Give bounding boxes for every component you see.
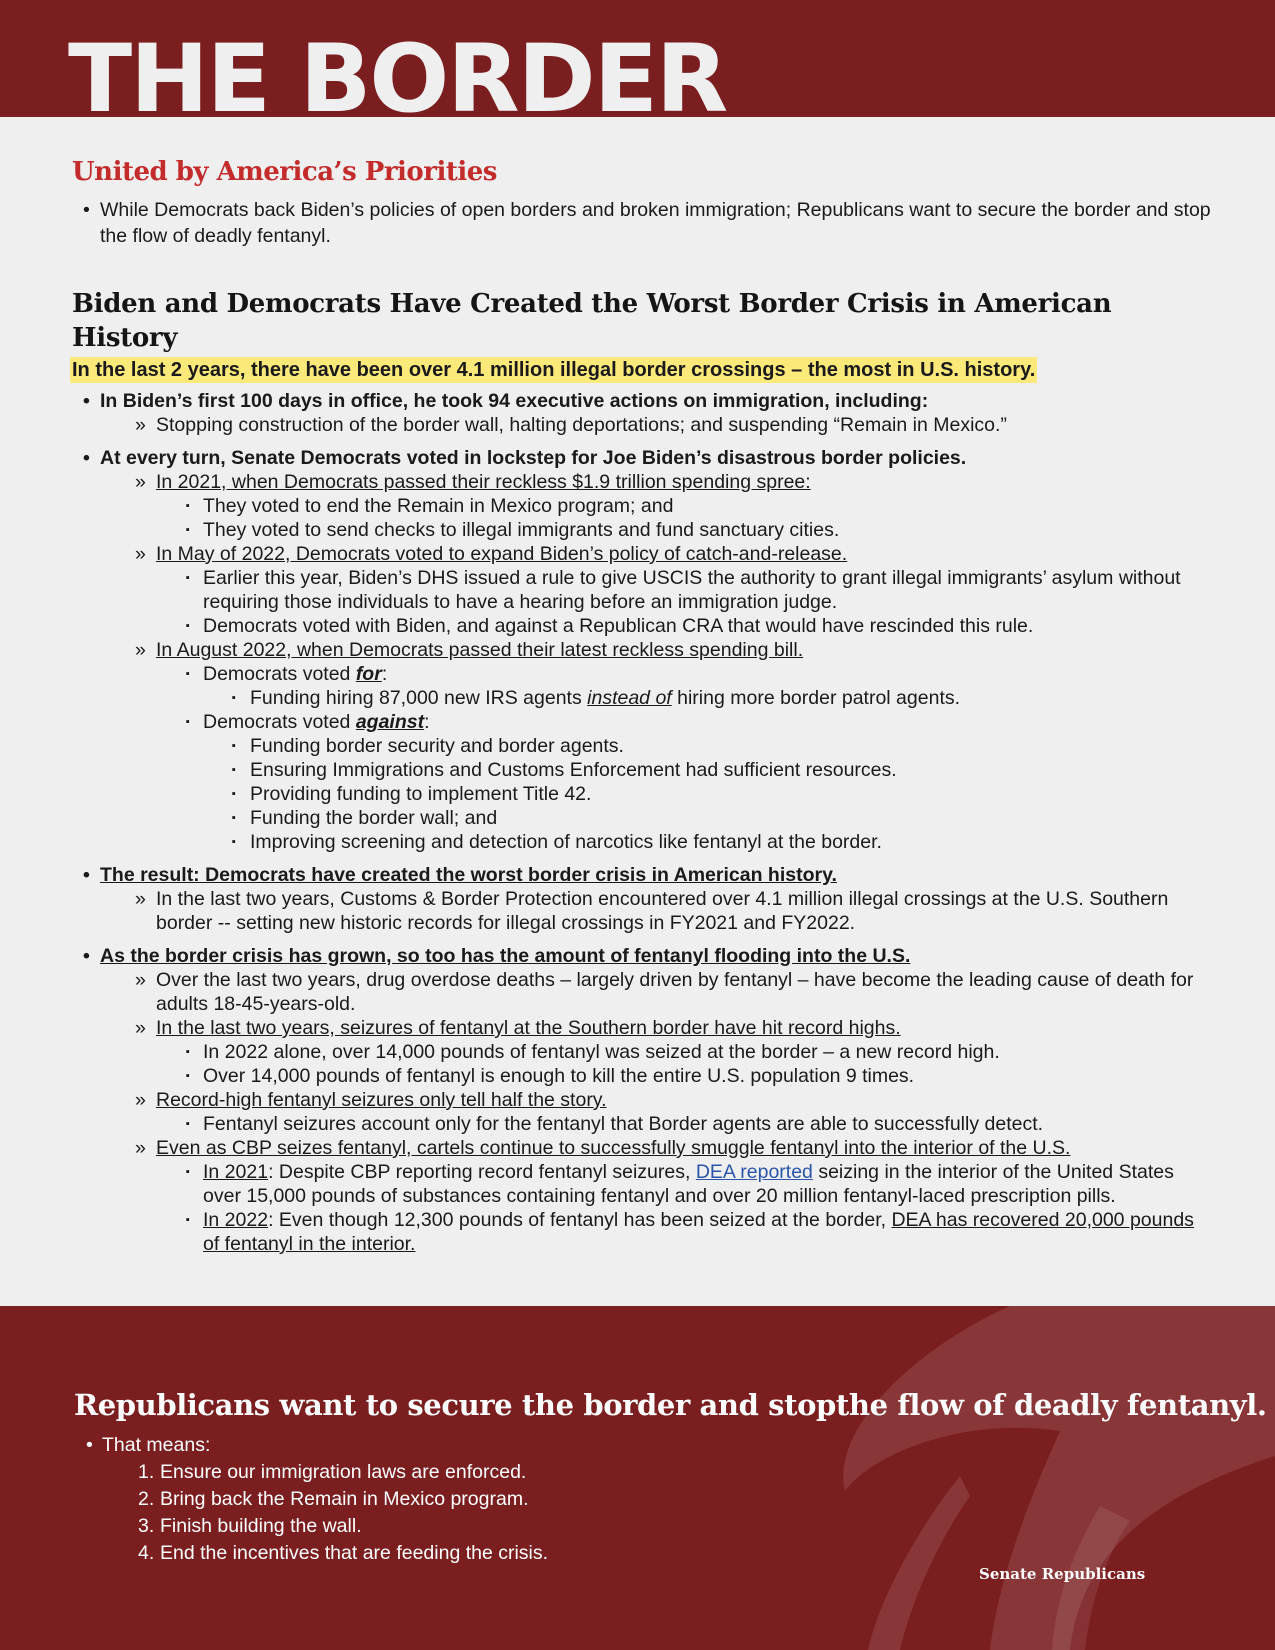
half-story-lead: » Record-high fentanyl seizures only tell half the story. xyxy=(72,1088,1212,1112)
main-content xyxy=(72,155,1212,1256)
lockstep-lead: At every turn, Senate Democrats voted in lockstep for Joe Biden’s disastrous border policies. xyxy=(100,447,967,469)
footer-list-item: 4. End the incentives that are feeding the crisis. xyxy=(138,1542,549,1564)
priorities-bullet: • While Democrats back Biden’s policies of open borders and broken immigration; Republicans want to secure the border and stop the flow of deadly fentanyl. xyxy=(72,197,1212,249)
catch-release-lead: » In May of 2022, Democrats voted to expand Biden’s policy of catch-and-release. xyxy=(72,542,1212,566)
august-bill-lead: » In August 2022, when Democrats passed their latest reckless spending bill. xyxy=(72,638,1212,662)
result-lead: The result: Democrats have created the worst border crisis in American history. xyxy=(100,864,837,886)
list-item xyxy=(72,389,1212,437)
voted-for-line: · Democrats voted for: xyxy=(72,662,1212,686)
result-item: » In the last two years, Customs & Border Protection encountered over 4.1 million illegal crossings at the U.S. Southern border -- setting new historic records for illegal crossings in FY2021 and FY2022. xyxy=(72,887,1212,935)
footer-list-item: 3. Finish building the wall. xyxy=(138,1515,362,1537)
footer-list xyxy=(74,1432,548,1567)
page-title: THE BORDER xyxy=(68,25,727,134)
voted-against-item: · Ensuring Immigrations and Customs Enforcement had sufficient resources. xyxy=(72,758,1212,782)
list-item xyxy=(72,863,1212,935)
spree-lead: » In 2021, when Democrats passed their reckless $1.9 trillion spending spree: xyxy=(72,470,1212,494)
list-item xyxy=(72,446,1212,854)
footer-heading: Republicans want to secure the border and stopthe flow of deadly fentanyl. xyxy=(74,1388,1267,1422)
smuggle-lead: » Even as CBP seizes fentanyl, cartels continue to successfully smuggle fentanyl into the interior of the U.S. xyxy=(72,1136,1212,1160)
first-100-days-lead: In Biden’s first 100 days in office, he took 94 executive actions on immigration, including: xyxy=(100,390,929,412)
crisis-list xyxy=(72,389,1212,1256)
voted-against-item: · Improving screening and detection of narcotics like fentanyl at the border. xyxy=(72,830,1212,854)
fentanyl-lead: As the border crisis has grown, so too has the amount of fentanyl flooding into the U.S. xyxy=(100,945,911,967)
voted-against-item: · Funding border security and border agents. xyxy=(72,734,1212,758)
footer-band xyxy=(0,1306,1275,1650)
catch-release-item: · Earlier this year, Biden’s DHS issued a rule to give USCIS the authority to grant illegal immigrants’ asylum without requiring those individuals to have a hearing before an immigration judge. xyxy=(72,566,1212,614)
spree-item: · They voted to send checks to illegal immigrants and fund sanctuary cities. xyxy=(72,518,1212,542)
voted-against-line: · Democrats voted against: xyxy=(72,710,1212,734)
interior-2021-item: · In 2021: Despite CBP reporting record fentanyl seizures, DEA reported seizing in the interior of the United States over 15,000 pounds of substances containing fentanyl and over 20 million fentanyl-laced prescription pills. xyxy=(72,1160,1212,1208)
voted-against-item: · Providing funding to implement Title 42. xyxy=(72,782,1212,806)
first-100-days-item: » Stopping construction of the border wall, halting deportations; and suspending “Remain in Mexico.” xyxy=(72,413,1212,437)
interior-2022-item: · In 2022: Even though 12,300 pounds of fentanyl has been seized at the border, DEA has recovered 20,000 pounds of fentanyl in the interior. xyxy=(72,1208,1212,1256)
seizures-item: · Over 14,000 pounds of fentanyl is enough to kill the entire U.S. population 9 times. xyxy=(72,1064,1212,1088)
catch-release-item: · Democrats voted with Biden, and against a Republican CRA that would have rescinded this rule. xyxy=(72,614,1212,638)
half-story-item: · Fentanyl seizures account only for the fentanyl that Border agents are able to successfully detect. xyxy=(72,1112,1212,1136)
voted-against-item: · Funding the border wall; and xyxy=(72,806,1212,830)
crisis-heading: Biden and Democrats Have Created the Worst Border Crisis in American History xyxy=(72,289,1112,353)
seizures-item: · In 2022 alone, over 14,000 pounds of fentanyl was seized at the border – a new record high. xyxy=(72,1040,1212,1064)
dea-recovered-link[interactable]: DEA has recovered 20,000 pounds of fentanyl in the interior. xyxy=(203,1209,1194,1255)
voted-for-item: · Funding hiring 87,000 new IRS agents instead of hiring more border patrol agents. xyxy=(72,686,1212,710)
seizures-lead: » In the last two years, seizures of fentanyl at the Southern border have hit record highs. xyxy=(72,1016,1212,1040)
list-item xyxy=(72,944,1212,1256)
highlighted-statistic: In the last 2 years, there have been over 4.1 million illegal border crossings – the most in U.S. history. xyxy=(72,359,1036,381)
footer-lead: • That means: xyxy=(74,1432,548,1459)
footer-list-item: 1. Ensure our immigration laws are enforced. xyxy=(138,1461,527,1483)
dea-reported-link[interactable]: DEA reported xyxy=(695,1161,813,1183)
footer-list-item: 2. Bring back the Remain in Mexico program. xyxy=(138,1488,529,1510)
overdose-item: » Over the last two years, drug overdose deaths – largely driven by fentanyl – have become the leading cause of death for adults 18-45-years-old. xyxy=(72,968,1212,1016)
spree-item: · They voted to end the Remain in Mexico program; and xyxy=(72,494,1212,518)
priorities-heading: United by America’s Priorities xyxy=(72,157,497,187)
senate-republicans-logo: Senate Republicans xyxy=(979,1565,1146,1583)
